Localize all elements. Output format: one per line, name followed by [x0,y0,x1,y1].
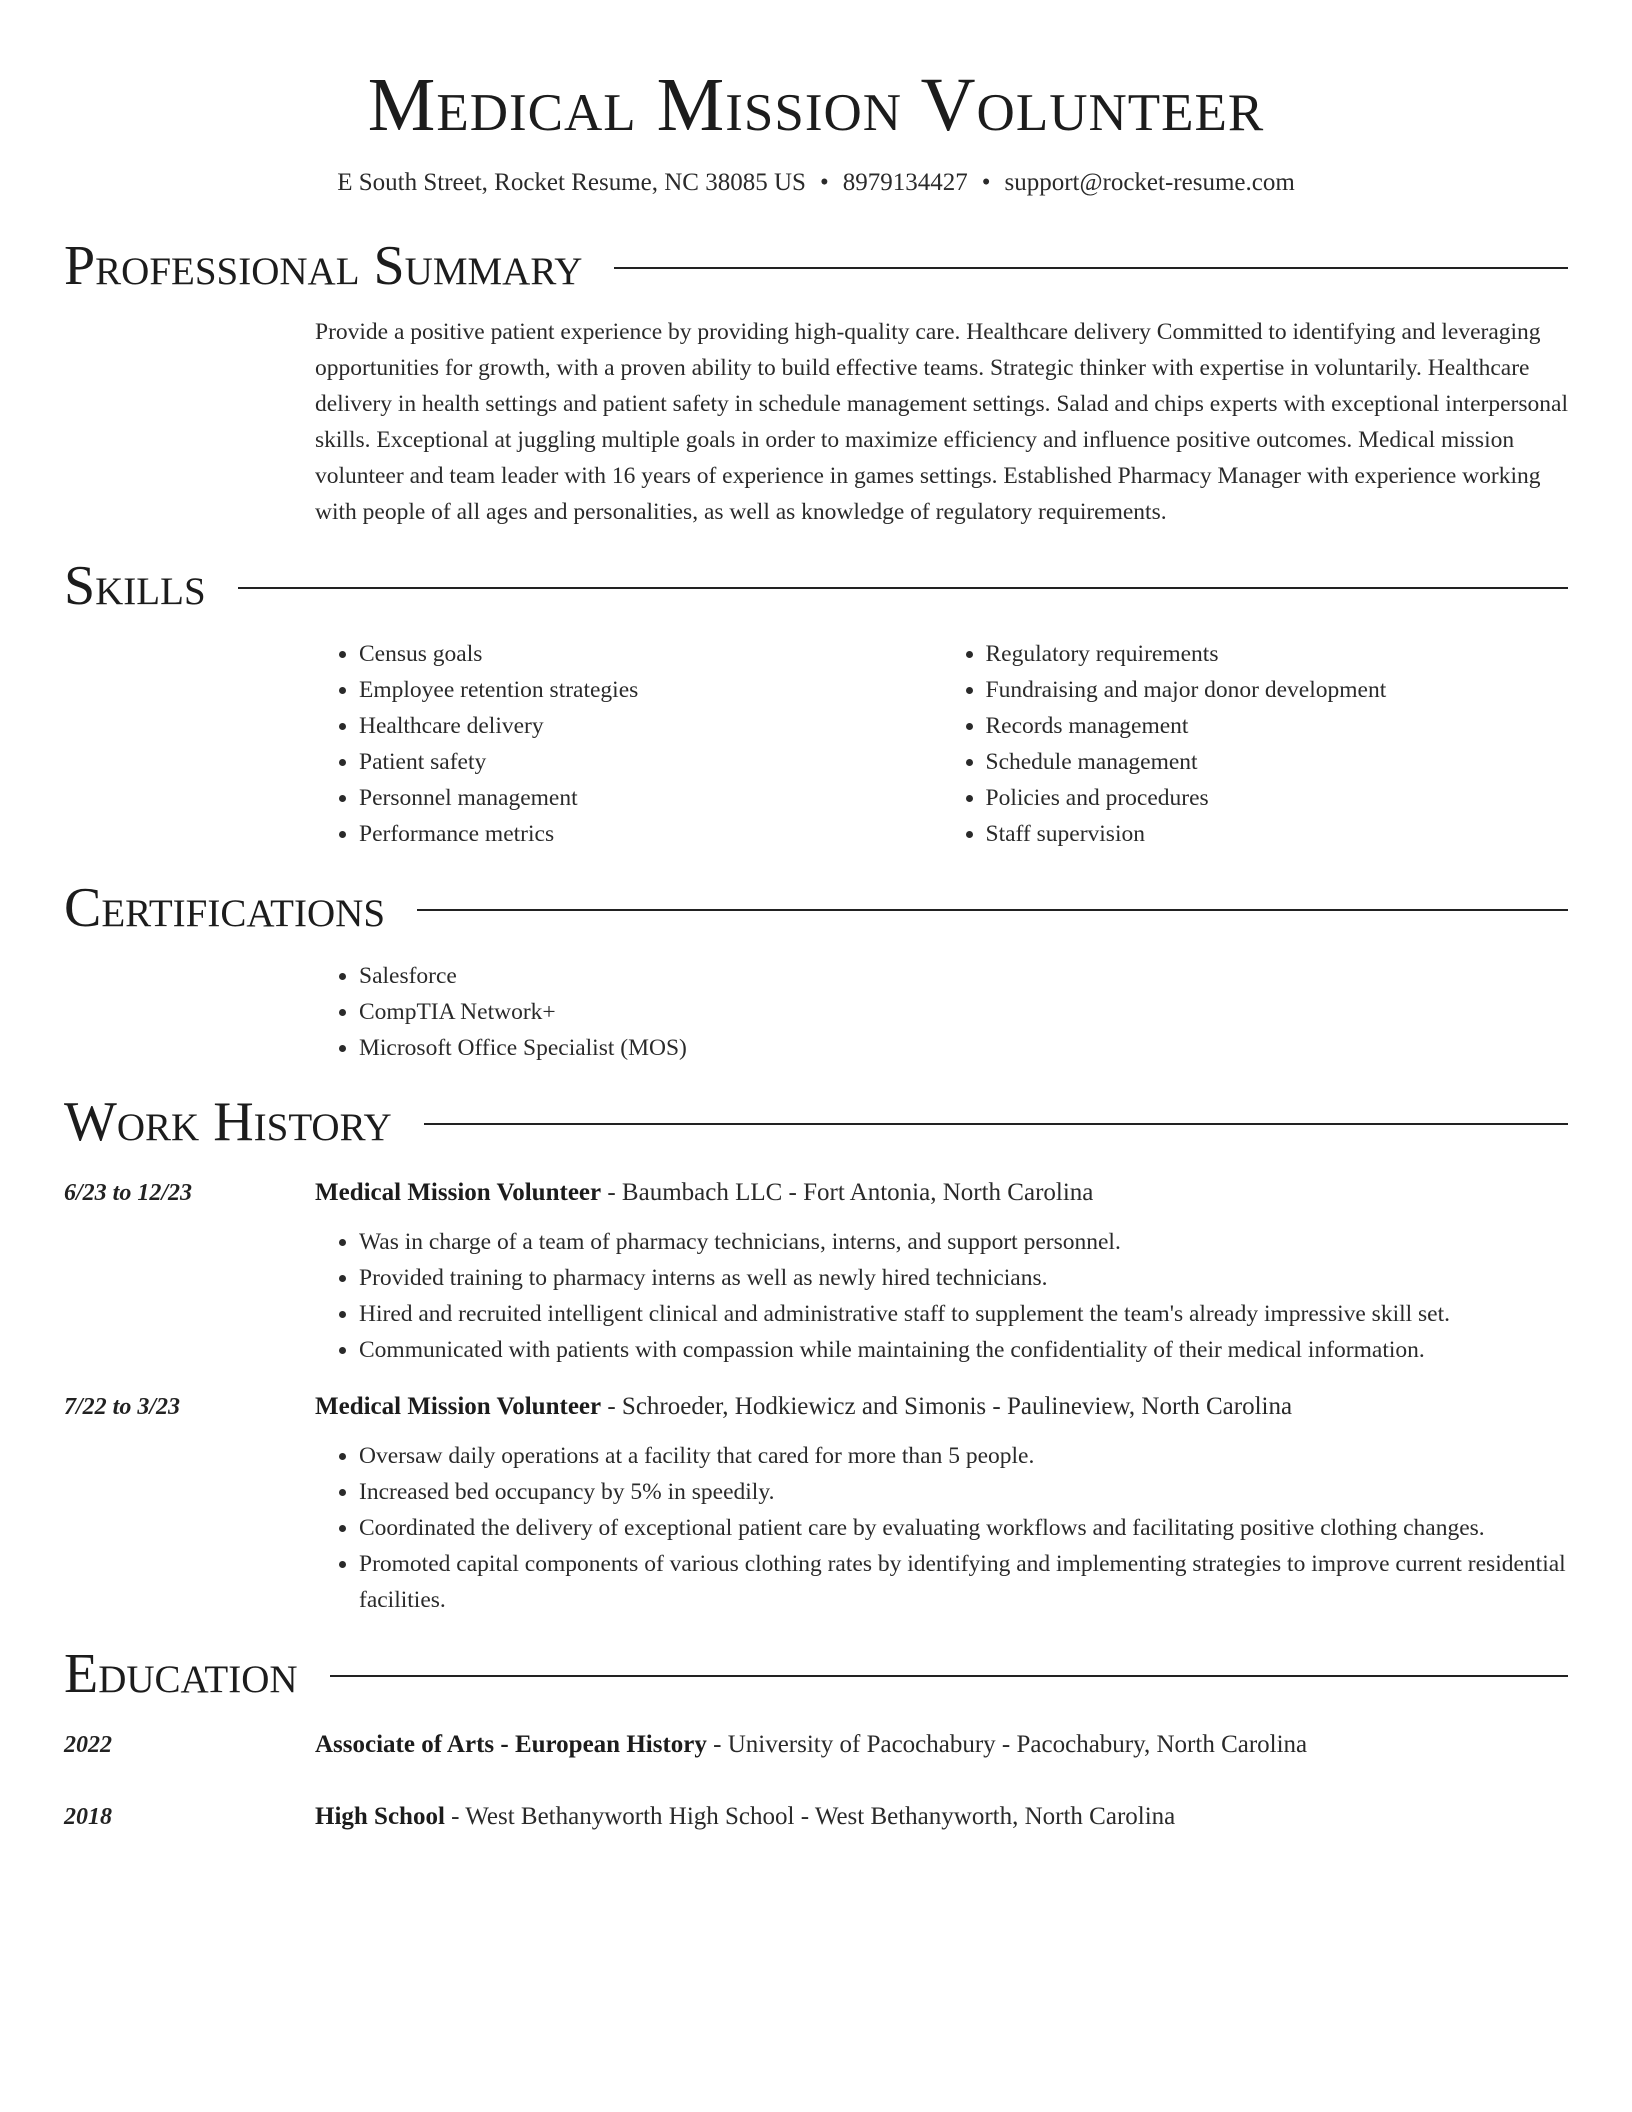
section-title-work-history: Work History [64,1091,392,1153]
job-dates: 6/23 to 12/23 [64,1180,193,1206]
section-title-summary: Professional Summary [64,235,583,297]
contact-separator: • [819,169,829,196]
job-entry [64,1176,1568,1368]
contact-email: support@rocket-resume.com [1004,169,1295,196]
skills-column-left [315,636,942,852]
skill-item: • Schedule management [986,744,1569,780]
education-entry [64,1800,1568,1834]
candidate-name: Medical Mission Volunteer [367,63,1265,147]
section-header [64,552,1568,620]
job-bullet: • Provided training to pharmacy interns as well as newly hired technicians. [359,1260,1568,1296]
job-header [64,1390,1568,1424]
education-section [64,1640,1568,1834]
job-bullet: • Promoted capital components of various clothing rates by identifying and implementing strategies to improve current residential facilities. [359,1546,1568,1618]
section-divider [417,909,1568,911]
skill-item: • Personnel management [359,780,942,816]
skills-list [315,636,1568,852]
skill-item: • Records management [986,708,1569,744]
section-title-education: Education [64,1643,298,1705]
job-bullet: • Was in charge of a team of pharmacy technicians, interns, and support personnel. [359,1224,1568,1260]
summary-section [64,232,1568,530]
skill-item: • Regulatory requirements [986,636,1569,672]
job-bullets [315,1224,1568,1368]
job-bullet: • Communicated with patients with compassion while maintaining the confidentiality of their medical information. [359,1332,1568,1368]
job-bullets [315,1438,1568,1618]
certifications-list [315,958,1568,1066]
section-title-certifications: Certifications [64,877,386,939]
skills-column-right [942,636,1569,852]
skill-item: • Fundraising and major donor development [986,672,1569,708]
section-header [64,874,1568,942]
certification-item: • Microsoft Office Specialist (MOS) [359,1030,1568,1066]
work-history-section [64,1088,1568,1618]
job-employer: - Baumbach LLC - Fort Antonia, North Carolina [601,1179,1094,1206]
job-employer: - Schroeder, Hodkiewicz and Simonis - Paulineview, North Carolina [601,1393,1293,1420]
education-headline [315,1728,1568,1762]
education-headline [315,1800,1568,1834]
contact-address: E South Street, Rocket Resume, NC 38085 US [337,169,806,196]
contact-line [64,168,1568,198]
education-year: 2018 [64,1804,112,1830]
job-bullet: • Coordinated the delivery of exceptional patient care by evaluating workflows and facilitating positive clothing changes. [359,1510,1568,1546]
education-school: - West Bethanyworth High School - West Bethanyworth, North Carolina [444,1803,1176,1830]
job-dates: 7/22 to 3/23 [64,1394,181,1420]
job-bullet: • Hired and recruited intelligent clinical and administrative staff to supplement the team's already impressive skill set. [359,1296,1568,1332]
skills-section [64,552,1568,852]
skill-item: • Policies and procedures [986,780,1569,816]
certification-item: • Salesforce [359,958,1568,994]
section-header [64,1088,1568,1156]
resume-page [64,0,1568,1834]
section-header [64,232,1568,300]
education-entry [64,1728,1568,1762]
section-divider [424,1123,1568,1125]
certification-item: • CompTIA Network+ [359,994,1568,1030]
job-title: Medical Mission Volunteer [315,1393,602,1420]
skill-item: • Healthcare delivery [359,708,942,744]
education-school: - University of Pacochabury - Pacochabury, North Carolina [706,1731,1308,1758]
education-degree: Associate of Arts - European History [315,1731,707,1758]
job-entry [64,1390,1568,1618]
contact-separator: • [981,169,991,196]
section-divider [238,587,1568,589]
skill-item: • Census goals [359,636,942,672]
job-headline [315,1390,1568,1424]
section-title-skills: Skills [64,555,206,617]
job-header [64,1176,1568,1210]
job-bullet: • Oversaw daily operations at a facility that cared for more than 5 people. [359,1438,1568,1474]
summary-text: Provide a positive patient experience by providing high-quality care. Healthcare delivery Committed to identifying and leveraging opportunities for growth, with a proven ability to build effective teams. Strategic thinker with expertise in voluntarily. Healthcare delivery in health settings and patient safety in schedule management settings. Salad and chips experts with exceptional interpersonal skills. Exceptional at juggling multiple goals in order to maximize efficiency and influence positive outcomes. Medical mission volunteer and team leader with 16 years of experience in games settings. Established Pharmacy Manager with experience working with people of all ages and personalities, as well as knowledge of regulatory requirements. [315,319,1568,525]
section-divider [614,267,1568,269]
job-title: Medical Mission Volunteer [315,1179,602,1206]
contact-phone: 8979134427 [842,169,968,196]
job-headline [315,1176,1568,1210]
section-header [64,1640,1568,1708]
skill-item: • Staff supervision [986,816,1569,852]
education-degree: High School [315,1803,445,1830]
section-divider [330,1675,1568,1677]
job-bullet: • Increased bed occupancy by 5% in speedily. [359,1474,1568,1510]
skill-item: • Patient safety [359,744,942,780]
certifications-section [64,874,1568,1066]
skill-item: • Employee retention strategies [359,672,942,708]
skill-item: • Performance metrics [359,816,942,852]
education-year: 2022 [64,1732,112,1758]
